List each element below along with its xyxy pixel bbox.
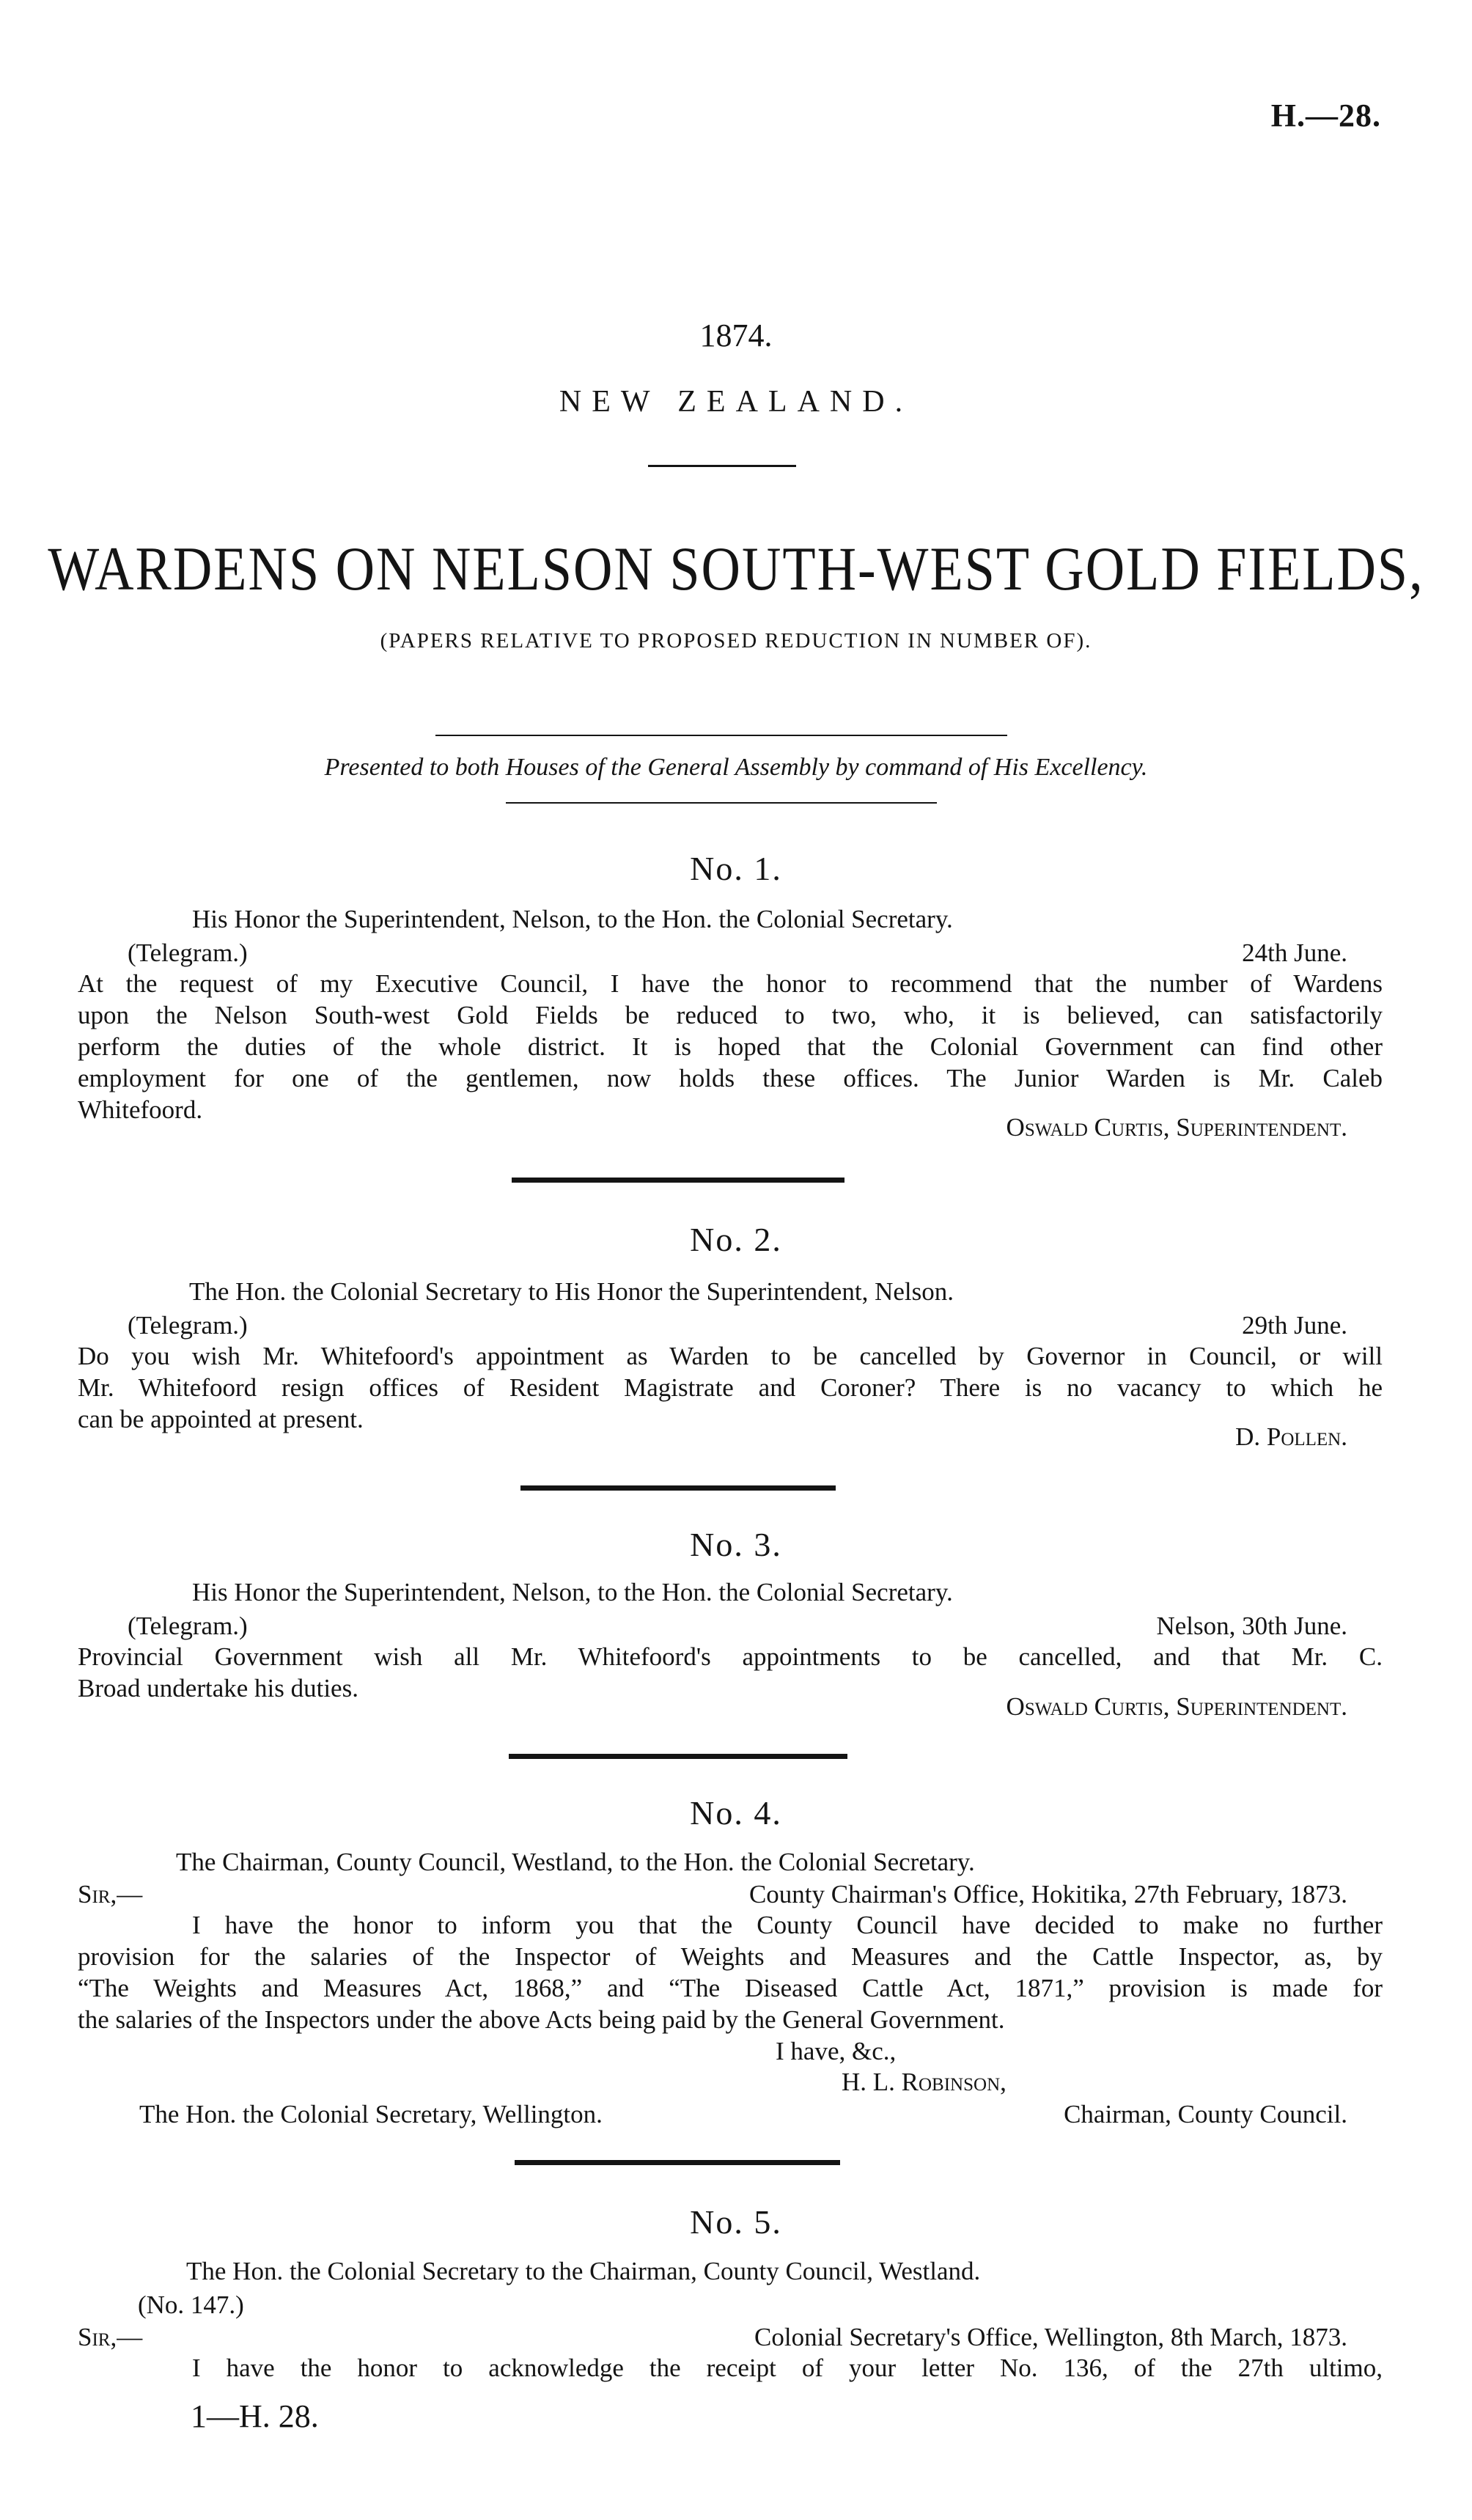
doc1-signature: Oswald Curtis, Superintendent. [1006,1113,1347,1142]
doc4-addressee: The Hon. the Colonial Secretary, Wellington. [139,2100,603,2128]
doc1-body-line: employment for one of the gentlemen, now holds these offices. The Junior Warden is Mr. Caleb [78,1064,1383,1092]
doc1-date: 24th June. [1242,938,1347,967]
doc2-body [78,1340,1383,1435]
document-subtitle: (PAPERS RELATIVE TO PROPOSED REDUCTION IN NUMBER OF). [380,629,1092,653]
section-rule [520,1485,836,1491]
presented-rule-bottom [506,802,937,804]
masthead-rule [648,465,796,467]
document-title: WARDENS ON NELSON SOUTH-WEST GOLD FIELDS, [48,535,1424,604]
doc5-body-line: I have the honor to acknowledge the receipt of your letter No. 136, of the 27th ultimo, [192,2354,1383,2382]
doc4-body-line: I have the honor to inform you that the County Council have decided to make no further [192,1911,1383,1939]
presented-rule-top [435,735,1007,736]
doc4-number: No. 4. [690,1794,782,1832]
doc1-number: No. 1. [690,850,782,887]
doc4-salutation: Sir,— [78,1880,143,1909]
section-rule [515,2160,840,2165]
doc3-from-to: His Honor the Superintendent, Nelson, to the Hon. the Colonial Secretary. [192,1578,953,1606]
doc2-from-to: The Hon. the Colonial Secretary to His Honor the Superintendent, Nelson. [189,1277,954,1306]
doc4-body-line: provision for the salaries of the Inspector of Weights and Measures and the Cattle Inspector, as, by [78,1942,1383,1971]
doc1-body-line: At the request of my Executive Council, I have the honor to recommend that the number of Wardens [78,969,1383,998]
doc3-kind: (Telegram.) [128,1612,248,1640]
doc4-signer: H. L. Robinson, [842,2068,1007,2096]
doc5-date: Colonial Secretary's Office, Wellington, 8th March, 1873. [754,2323,1347,2351]
doc1-body-line: Whitefoord. [78,1095,203,1124]
doc5-salutation: Sir,— [78,2323,143,2351]
doc5-number: No. 5. [690,2203,782,2241]
doc5-body [78,2352,1383,2384]
doc2-body-line: can be appointed at present. [78,1405,364,1433]
section-rule [509,1754,847,1759]
doc2-number: No. 2. [690,1221,782,1258]
doc1-body [78,968,1383,1125]
doc5-from-to: The Hon. the Colonial Secretary to the Chairman, County Council, Westland. [186,2257,981,2285]
doc4-signer-title: Chairman, County Council. [1064,2100,1347,2128]
doc3-body-line: Broad undertake his duties. [78,1674,358,1702]
doc2-body-line: Do you wish Mr. Whitefoord's appointment as Warden to be cancelled by Governor in Council, or will [78,1342,1383,1370]
doc1-from-to: His Honor the Superintendent, Nelson, to the Hon. the Colonial Secretary. [192,905,953,933]
section-rule [512,1178,844,1183]
doc2-signature: D. Pollen. [1235,1422,1347,1451]
doc1-body-line: upon the Nelson South-west Gold Fields be reduced to two, who, it is believed, can satisfactorily [78,1001,1383,1029]
doc3-number: No. 3. [690,1526,782,1563]
page-footer-ref: 1—H. 28. [191,2398,319,2434]
doc4-body-line: the salaries of the Inspectors under the above Acts being paid by the General Government. [78,2005,1005,2034]
doc2-body-line: Mr. Whitefoord resign offices of Resident Magistrate and Coroner? There is no vacancy to which he [78,1373,1383,1402]
doc3-body-line: Provincial Government wish all Mr. Whitefoord's appointments to be cancelled, and that Mr. C. [78,1642,1383,1671]
doc2-kind: (Telegram.) [128,1311,248,1340]
doc4-body-line: “The Weights and Measures Act, 1868,” and “The Diseased Cattle Act, 1871,” provision is made for [78,1974,1383,2002]
doc1-body-line: perform the duties of the whole district. It is hoped that the Colonial Government can find other [78,1032,1383,1061]
doc4-from-to: The Chairman, County Council, Westland, to the Hon. the Colonial Secretary. [176,1848,975,1876]
doc4-date: County Chairman's Office, Hokitika, 27th February, 1873. [748,1880,1347,1909]
document-country: NEW ZEALAND. [559,385,913,419]
doc2-date: 29th June. [1242,1311,1347,1340]
doc5-kind: (No. 147.) [138,2291,244,2319]
document-year: 1874. [699,317,773,353]
document-reference: H.—28. [1270,98,1381,133]
doc1-kind: (Telegram.) [128,938,248,967]
doc3-date: Nelson, 30th June. [1156,1612,1347,1640]
doc3-signature: Oswald Curtis, Superintendent. [1006,1692,1347,1721]
doc4-body [78,1909,1383,2035]
presented-line: Presented to both Houses of the General Assembly by command of His Excellency. [324,754,1148,781]
doc4-closing: I have, &c., [776,2037,897,2065]
